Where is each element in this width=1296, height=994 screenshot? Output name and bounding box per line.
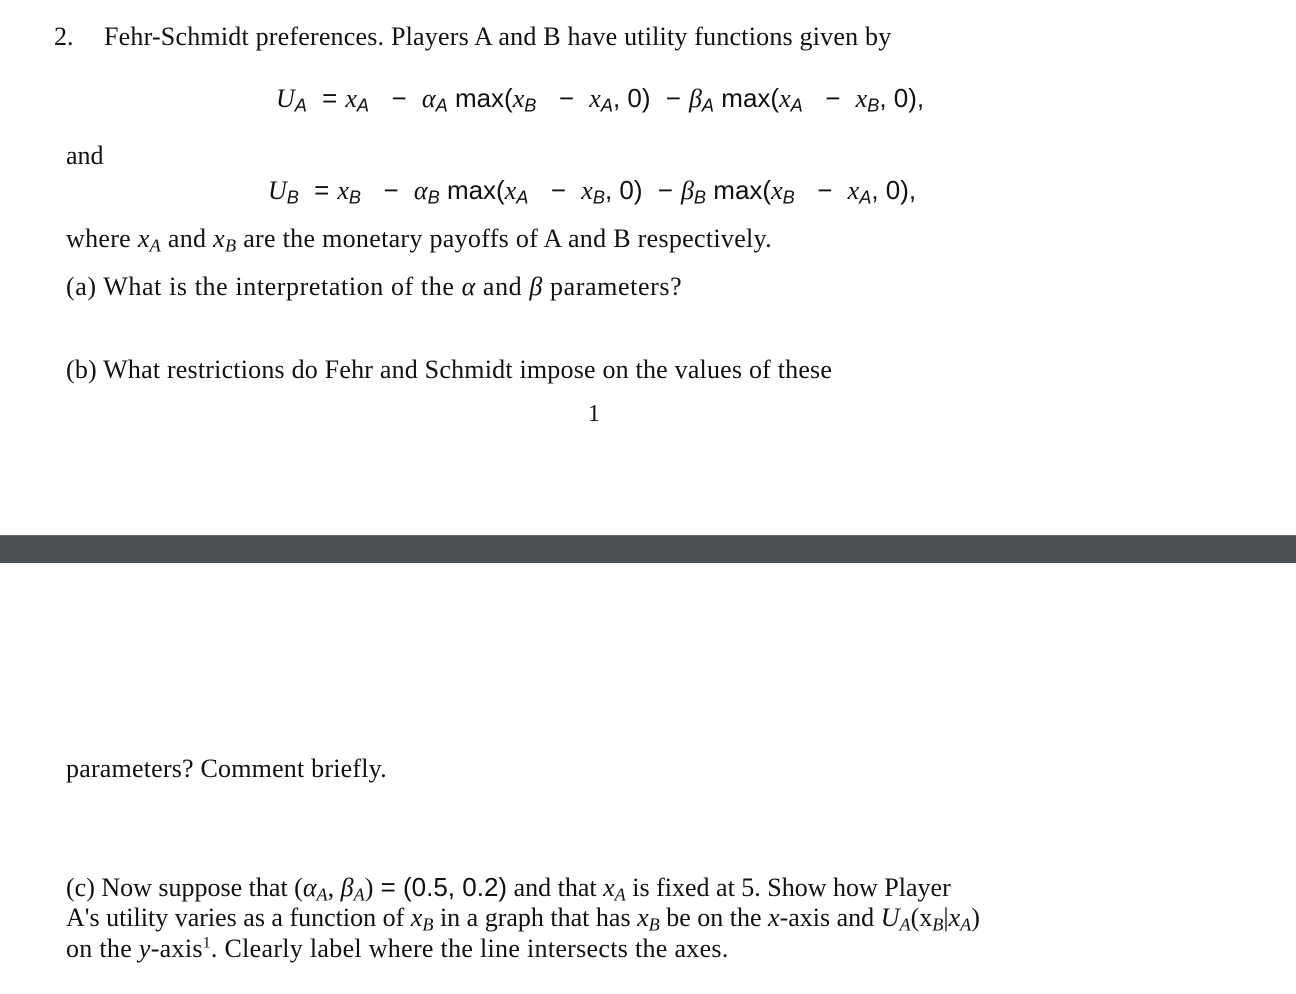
question-a: (a) What is the interpretation of the α and β parameters?	[66, 272, 683, 301]
problem-heading: Fehr-Schmidt preferences. Players A and B have utility functions given by	[104, 22, 892, 51]
question-c-line3: on the y-axis$^1$. Clearly label where the line intersects the axes.	[66, 934, 729, 963]
footnote-marker: 1	[202, 934, 211, 952]
page-number: 1	[588, 401, 600, 427]
equation-ua: $U_A = x_A - \alpha_A$ $\max(x_B - x_A$, $0) - \beta_A$ $\max(x_A - x_B$, 0),	[276, 83, 925, 116]
and-text: and	[66, 141, 104, 170]
problem-number: 2.	[54, 22, 74, 51]
question-b-line2: parameters? Comment briefly.	[66, 754, 387, 783]
equation-ub: $U_B = x_B - \alpha_B$ $\max(x_A - x_B$, $0) - \beta_B$ $\max(x_B - x_A$, 0),	[268, 175, 917, 208]
page-divider	[0, 535, 1296, 563]
where-line: where $x_A$ and $x_B$ are the monetary payoffs of A and B respectively.	[66, 224, 772, 256]
question-b-line1: (b) What restrictions do Fehr and Schmidt impose on the values of these	[66, 355, 833, 384]
question-c-line1: (c) Now suppose that ($\alpha_A$, $\beta_A) = (0.5$, 0.2) and that $x_A$ is fixed at 5. Show how Player	[66, 872, 951, 905]
question-c-line2: A's utility varies as a function of $x_B$ in a graph that has $x_B$ be on the x-axis and $U_A(x_B|x_A)$	[66, 903, 980, 935]
